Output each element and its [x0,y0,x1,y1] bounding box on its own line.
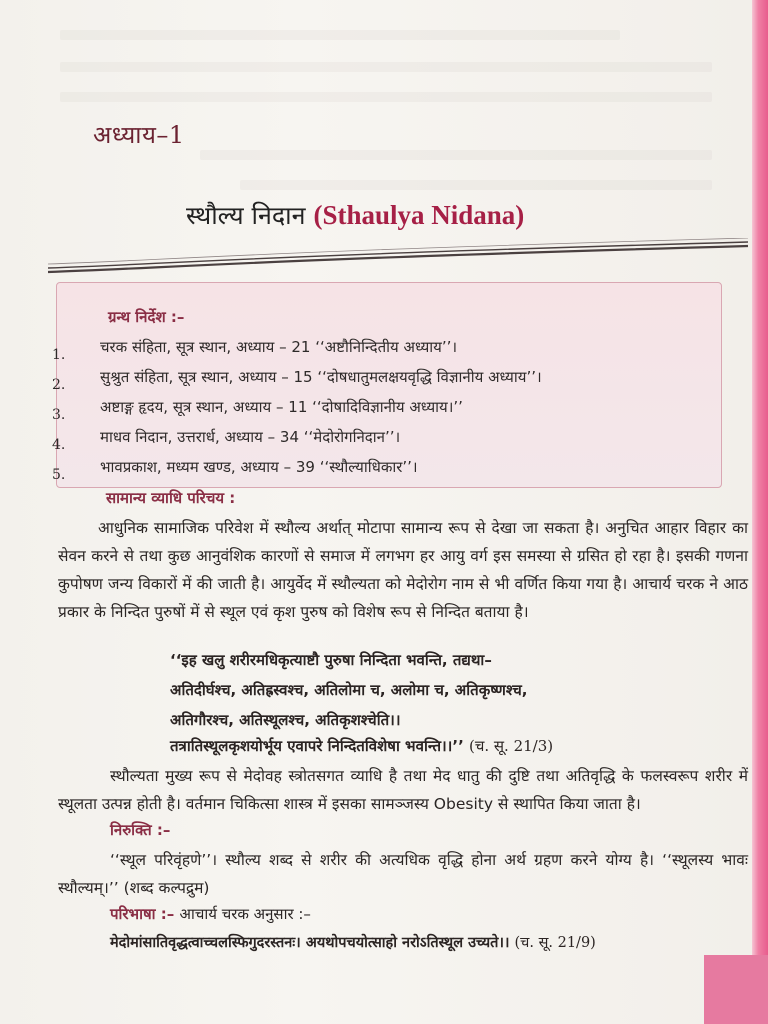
title-english: (Sthaulya Nidana) [313,200,525,230]
page-edge-tab [704,955,768,1024]
reference-item: माधव निदान, उत्तरार्ध, अध्याय – 34 ‘‘मेदोरोगनिदान’’। [100,428,401,446]
chapter-title [186,198,524,232]
nirukti-paragraph: ‘‘स्थूल परिवृंहणे’’। स्थौल्य शब्द से शरीर की अत्यधिक वृद्धि होना अर्थ ग्रहण करने योग्य है। ‘‘स्थूलस्य भावः स्थौल्यम्।’’ (शब्द कल्पद्रुम) [58,851,748,897]
shloka-line: ‘‘इह खलु शरीरमधिकृत्याष्टौ पुरुषा निन्दिता भवन्ति, तद्यथा– [170,651,492,669]
definition-reference: (च. सू. 21/9) [514,935,596,951]
reference-number: 5. [52,467,66,483]
page-edge [752,0,768,1024]
definition-text: मेदोमांसातिवृद्धत्वाच्चलस्फिगुदरस्तनः। अयथोपचयोत्साहो नरोऽतिस्थूल उच्यते।। [110,935,510,951]
paribhasha-source: आचार्य चरक अनुसार :– [179,905,311,923]
title-hindi: स्थौल्य निदान [186,201,306,230]
chapter-number: अध्याय–1 [93,121,185,149]
shloka-text: तत्रातिस्थूलकृशयोर्भूय एवापरे निन्दितविशेषा भवन्ति।।’’ [170,737,464,755]
reference-item: भावप्रकाश, मध्यम खण्ड, अध्याय – 39 ‘‘स्थौल्याधिकार’’। [100,458,418,476]
bleed-through [60,30,620,40]
reference-item: अष्टाङ्ग हृदय, सूत्र स्थान, अध्याय – 11 ‘‘दोषादिविज्ञानीय अध्याय।’’ [100,398,463,416]
shloka-reference: (च. सू. 21/3) [469,737,554,755]
shloka-line [170,736,553,756]
reference-number: 1. [52,347,66,363]
bleed-through [240,180,712,190]
bleed-through [60,92,712,102]
definition-shloka [110,932,596,952]
shloka-line: अतिदीर्घश्च, अतिह्रस्वश्च, अतिलोमा च, अलोमा च, अतिकृष्णश्च, [170,681,528,699]
intro-heading: सामान्य व्याधि परिचय : [106,489,236,507]
title-rule [48,238,748,276]
intro-paragraph: आधुनिक सामाजिक परिवेश में स्थौल्य अर्थात् मोटापा सामान्य रूप से देखा जा सकता है। अनुचित आहार विहार का सेवन करने से तथा कुछ आनुवंशिक कारणों से समाज में लगभग हर आयु वर्ग इस समस्या से ग्रसित हो रहा है। इसकी गणना कुपोषण जन्य विकारों में की जाती है। आयुर्वेद में स्थौल्यता को मेदोरोग नाम से भी वर्णित किया गया है। आचार्य चरक ने आठ प्रकार के निन्दित पुरुषों में से स्थूल एवं कृश पुरुष को विशेष रूप से निन्दित बताया है। [58,519,748,621]
reference-number: 4. [52,437,66,453]
references-heading: ग्रन्थ निर्देश :– [108,308,185,326]
reference-number: 2. [52,377,66,393]
bleed-through [200,150,712,160]
paribhasha-label: परिभाषा :– [110,905,175,923]
reference-number: 3. [52,407,66,423]
bleed-through [60,62,712,72]
reference-item: चरक संहिता, सूत्र स्थान, अध्याय – 21 ‘‘अष्टौनिन्दितीय अध्याय’’। [100,338,458,356]
reference-item: सुश्रुत संहिता, सूत्र स्थान, अध्याय – 15 ‘‘दोषधातुमलक्षयवृद्धि विज्ञानीय अध्याय’’। [100,368,542,386]
paribhasha-heading [110,904,311,924]
nirukti-heading: निरुक्ति :– [110,821,171,839]
shloka-line: अतिगौरश्च, अतिस्थूलश्च, अतिकृशश्चेति।। [170,711,401,729]
etiology-paragraph: स्थौल्यता मुख्य रूप से मेदोवह स्त्रोतसगत व्याधि है तथा मेद धातु की दुष्टि तथा अतिवृद्धि के फलस्वरूप शरीर में स्थूलता उत्पन्न होती है। वर्तमान चिकित्सा शास्त्र में इसका सामञ्जस्य Obesity से स्थापित किया जाता है। [58,767,748,813]
